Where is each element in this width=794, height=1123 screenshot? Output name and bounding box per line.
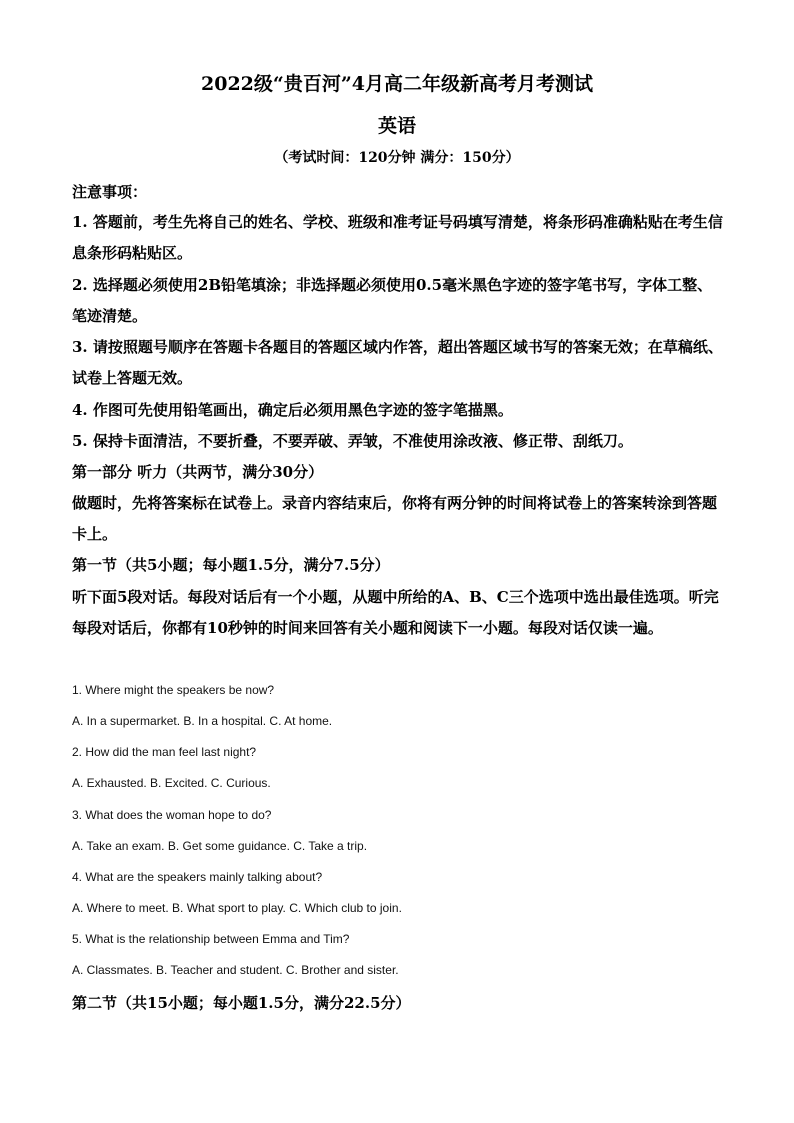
question-3: 3. What does the woman hope to do? [72, 808, 272, 822]
section2-heading: 第二节（共15小题；每小题1.5分，满分22.5分） [72, 994, 411, 1012]
question-4-options: A. Where to meet. B. What sport to play. C. Which club to join. [72, 901, 402, 915]
exam-title: 2022级“贵百河”4月高二年级新高考月考测试 [201, 73, 593, 95]
notice-item-2: 2. 选择题必须使用2B铅笔填涂；非选择题必须使用0.5毫米黑色字迹的签字笔书写，字体工整、笔迹清楚。 [72, 276, 713, 325]
notice-item-3: 3. 请按照题号顺序在答题卡各题目的答题区域内作答，超出答题区域书写的答案无效；在草稿纸、试卷上答题无效。 [72, 338, 723, 387]
question-1-options: A. In a supermarket. B. In a hospital. C. At home. [72, 714, 333, 728]
section1-instruction: 听下面5段对话。每段对话后有一个小题，从题中所给的A、B、C三个选项中选出最佳选项。听完每段对话后，你都有10秒钟的时间来回答有关小题和阅读下一小题。每段对话仅读一遍。 [72, 588, 719, 637]
question-5: 5. What is the relationship between Emma and Tim? [72, 932, 350, 946]
question-2-options: A. Exhausted. B. Excited. C. Curious. [72, 776, 271, 790]
question-2: 2. How did the man feel last night? [72, 745, 257, 759]
subject-title: 英语 [377, 115, 416, 137]
question-5-options: A. Classmates. B. Teacher and student. C. Brother and sister. [72, 963, 399, 977]
question-3-options: A. Take an exam. B. Get some guidance. C. Take a trip. [72, 839, 368, 853]
part1-heading: 第一部分 听力（共两节，满分30分） [72, 463, 324, 481]
notice-item-5: 5. 保持卡面清洁，不要折叠，不要弄破、弄皱，不准使用涂改液、修正带、刮纸刀。 [72, 432, 633, 450]
question-4: 4. What are the speakers mainly talking about? [72, 870, 323, 884]
notice-item-1: 1. 答题前，考生先将自己的姓名、学校、班级和准考证号码填写清楚，将条形码准确粘贴在考生信息条形码粘贴区。 [72, 213, 723, 262]
part1-instruction: 做题时，先将答案标在试卷上。录音内容结束后，你将有两分钟的时间将试卷上的答案转涂到答题卡上。 [72, 494, 718, 543]
question-1: 1. Where might the speakers be now? [72, 683, 275, 697]
section1-heading: 第一节（共5小题；每小题1.5分，满分7.5分） [72, 556, 390, 574]
notice-heading: 注意事项： [72, 183, 148, 201]
exam-time-score: （考试时间：120分钟 满分：150分） [274, 150, 520, 166]
notice-item-4: 4. 作图可先使用铅笔画出，确定后必须用黑色字迹的签字笔描黑。 [72, 401, 513, 419]
